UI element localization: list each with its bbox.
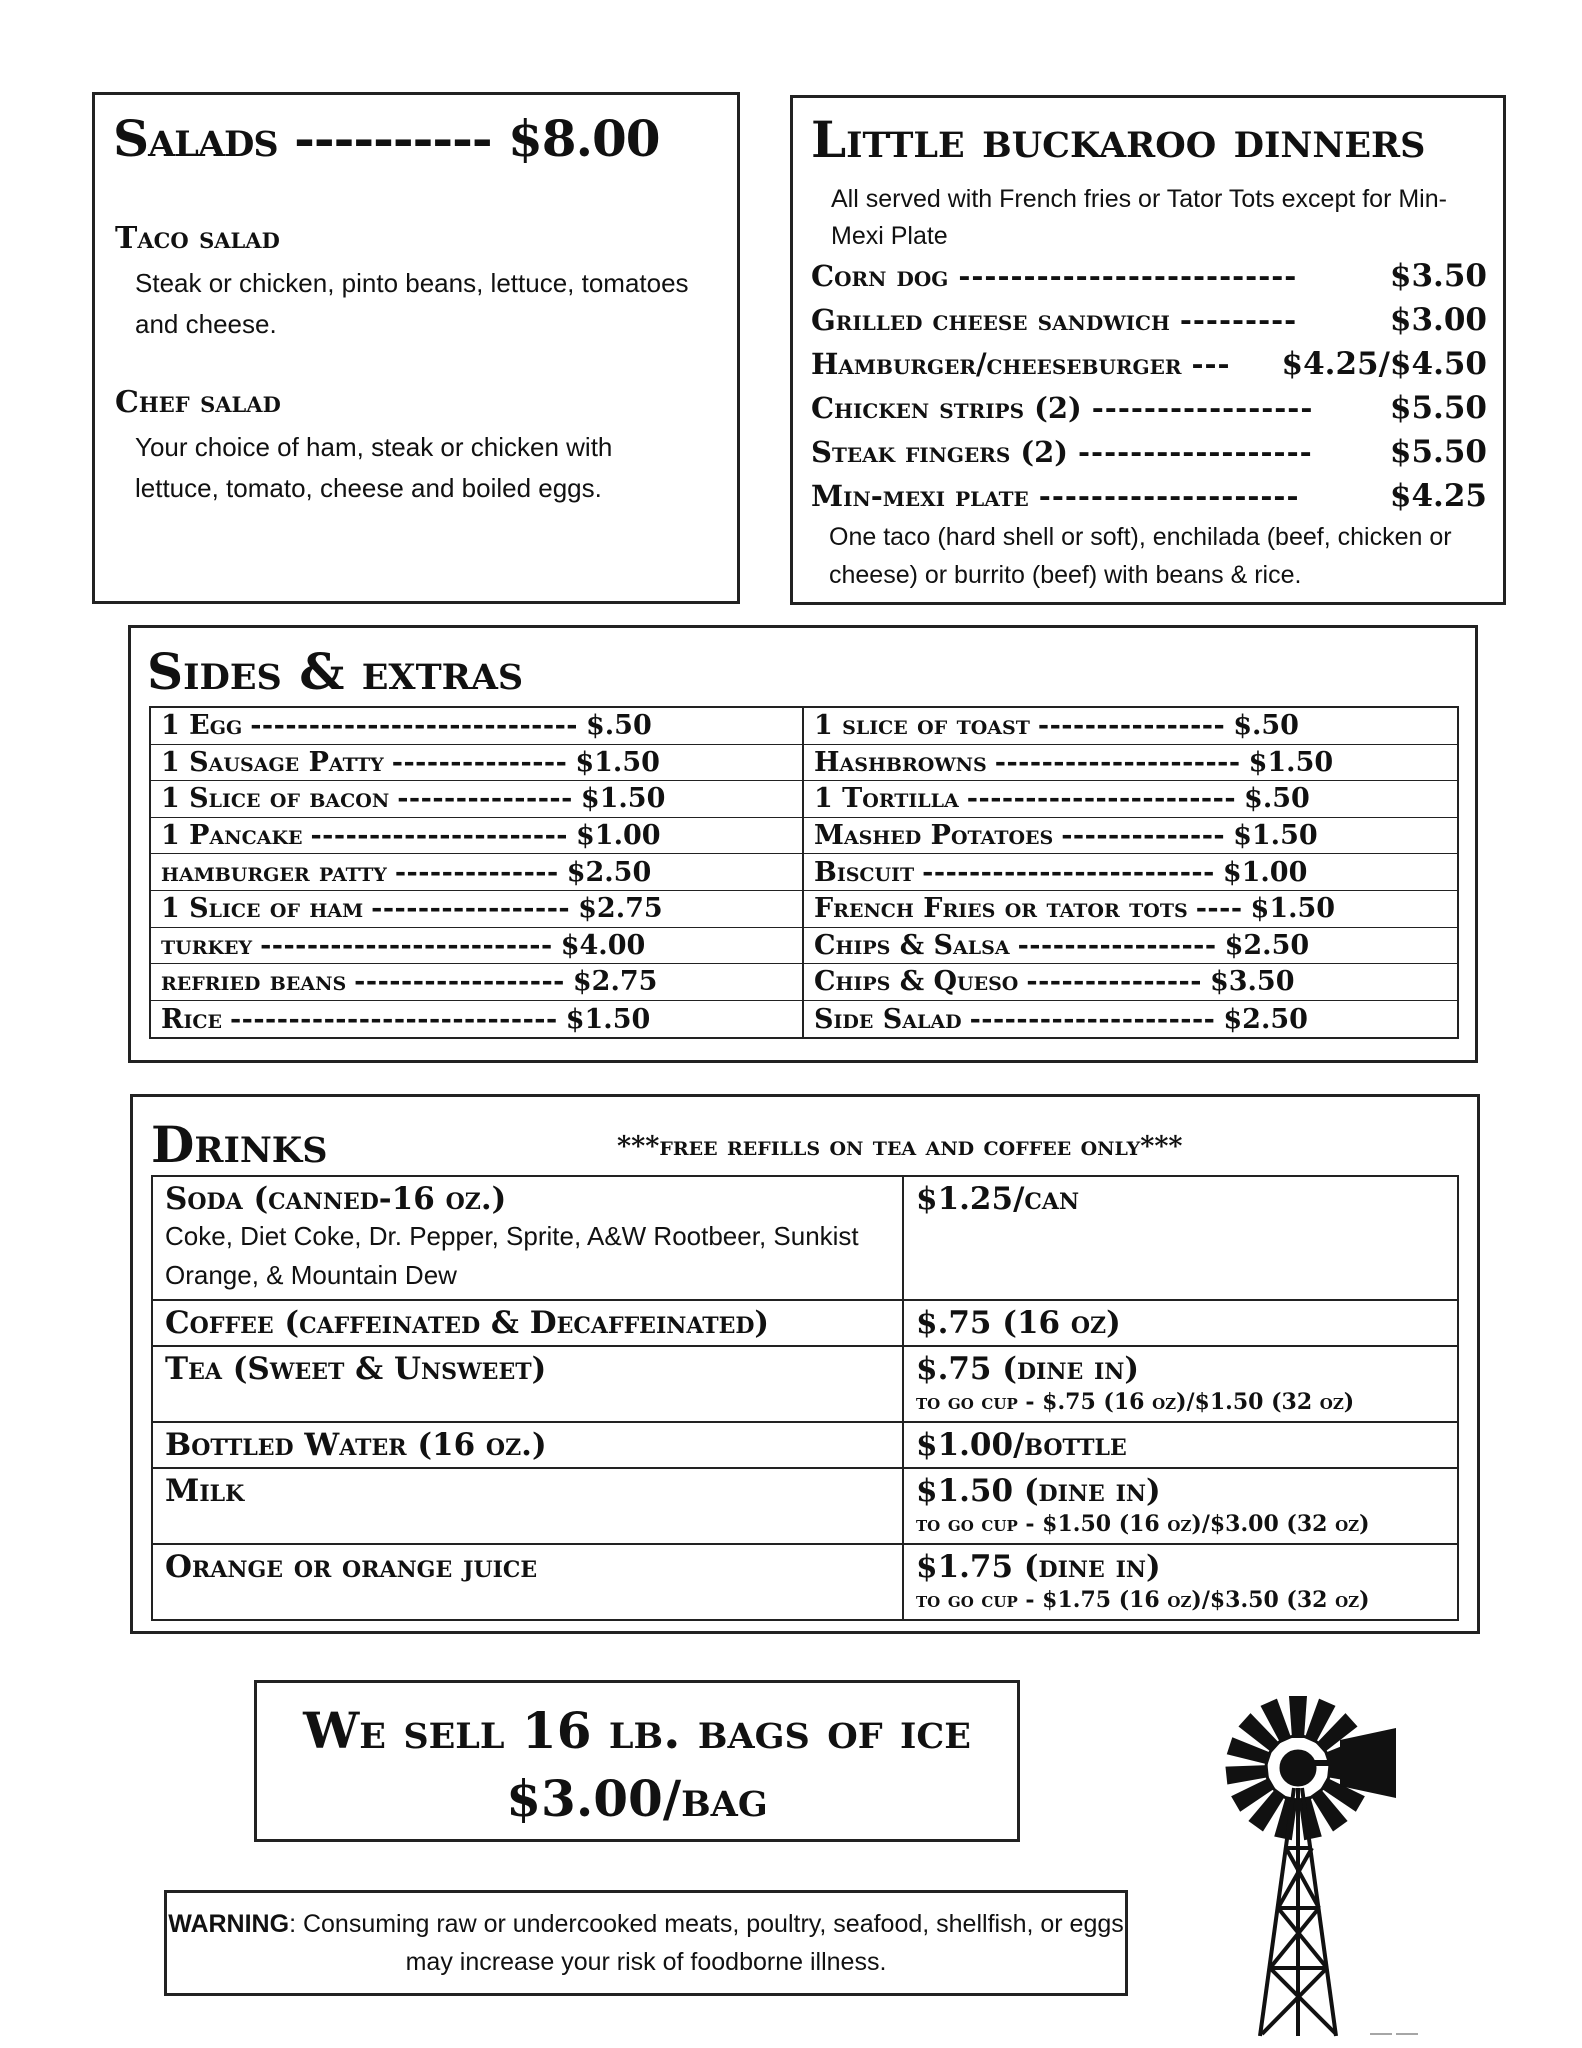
- item-price: $1.50: [575, 746, 660, 778]
- item-name: Grilled cheese sandwich: [811, 303, 1170, 337]
- item-name: Biscuit: [814, 856, 915, 888]
- dash-leader: ------------------: [354, 966, 565, 998]
- item-price: $1.00: [576, 820, 661, 852]
- ice-line-2: $3.00/bag: [506, 1769, 768, 1828]
- item-price: $4.00: [560, 929, 646, 961]
- side-item: [804, 745, 1457, 782]
- side-item: [804, 854, 1457, 891]
- item-name: turkey: [161, 929, 253, 961]
- buckaroo-title: Little buckaroo dinners: [811, 110, 1426, 169]
- dash-leader: ------------------: [1078, 435, 1313, 469]
- drink-name: Soda (canned-16 oz.): [165, 1181, 507, 1217]
- dash-leader: ---------------: [1026, 966, 1202, 998]
- warning-text: : Consuming raw or undercooked meats, poultry, seafood, shellfish, or eggs may increase your risk of foodborne illness.: [289, 1910, 1124, 1976]
- item-name: 1 Pancake: [161, 820, 303, 852]
- item-price: $.50: [1244, 783, 1310, 815]
- item-price: $2.50: [1224, 929, 1310, 961]
- drink-togo: to go cup - $.75 (16 oz)/$1.50 (32 oz): [916, 1389, 1355, 1415]
- drink-price-cell: [903, 1422, 1458, 1468]
- warning-text-block: [167, 1905, 1125, 1981]
- side-item: [151, 854, 802, 891]
- dash-leader: --------------: [394, 856, 559, 888]
- item-name: Chicken strips (2): [811, 391, 1082, 425]
- side-item: [151, 964, 802, 1001]
- warning-notice: [164, 1890, 1128, 1996]
- item-price: $.50: [586, 710, 652, 742]
- drink-name: Milk: [165, 1473, 245, 1509]
- drink-price: $.75 (dine in): [916, 1351, 1140, 1387]
- drinks-table: [151, 1175, 1459, 1621]
- dash-leader: -----------------: [1017, 929, 1217, 961]
- salads-title: Salads ---------- $8.00: [113, 109, 660, 168]
- item-price: $1.50: [1248, 746, 1334, 778]
- buckaroo-item: [811, 430, 1487, 474]
- side-item: [804, 964, 1457, 1001]
- dash-leader: ----: [1195, 893, 1243, 925]
- chef-salad-desc: Your choice of ham, steak or chicken with lettuce, tomato, cheese and boiled eggs.: [135, 432, 613, 503]
- dash-leader: ----------------------------: [250, 710, 578, 742]
- item-price: $2.75: [578, 893, 663, 925]
- taco-salad-desc: Steak or chicken, pinto beans, lettuce, tomatoes and cheese.: [135, 268, 689, 339]
- side-item: [151, 745, 802, 782]
- drink-row: [152, 1422, 1458, 1468]
- drink-row: [152, 1544, 1458, 1620]
- item-price: $1.50: [1250, 893, 1336, 925]
- drink-name: Coffee (caffeinated & Decaffeinated): [165, 1305, 770, 1341]
- item-name: hamburger patty: [161, 856, 387, 888]
- item-price: $2.50: [566, 856, 652, 888]
- dash-leader: --------------------: [1038, 479, 1300, 513]
- drink-name-cell: [152, 1300, 903, 1346]
- item-price: $3.00: [1389, 302, 1487, 338]
- item-price: $1.00: [1222, 856, 1308, 888]
- drink-name-cell: [152, 1422, 903, 1468]
- drink-row: [152, 1176, 1458, 1300]
- item-price: $4.25: [1389, 478, 1487, 514]
- sides-right-column: [804, 708, 1457, 1037]
- salads-section: [92, 92, 740, 604]
- dash-leader: ----------------: [1037, 710, 1226, 742]
- drink-name: Bottled Water (16 oz.): [165, 1427, 547, 1463]
- drink-price-cell: [903, 1468, 1458, 1544]
- item-name: Hamburger/cheeseburger: [811, 347, 1182, 381]
- side-item: [804, 891, 1457, 928]
- drink-name: Tea (Sweet & Unsweet): [165, 1351, 547, 1387]
- drinks-title: Drinks: [151, 1115, 328, 1174]
- drink-price: $1.50 (dine in): [916, 1473, 1161, 1509]
- drink-price: $1.00/bottle: [916, 1427, 1127, 1463]
- item-price: $5.50: [1389, 434, 1487, 470]
- drink-desc: Coke, Diet Coke, Dr. Pepper, Sprite, A&W Rootbeer, Sunkist Orange, & Mountain Dew: [165, 1221, 859, 1290]
- ice-notice: [254, 1680, 1020, 1842]
- dash-leader: ---: [1191, 347, 1231, 381]
- item-name: 1 Slice of ham: [161, 893, 364, 925]
- buckaroo-item: [811, 386, 1487, 430]
- drink-price-cell: [903, 1346, 1458, 1422]
- item-price: $5.50: [1389, 390, 1487, 426]
- sides-table: [149, 706, 1459, 1039]
- drink-togo: to go cup - $1.50 (16 oz)/$3.00 (32 oz): [916, 1511, 1370, 1537]
- side-item: [804, 1001, 1457, 1038]
- sides-left-column: [151, 708, 804, 1037]
- item-name: Corn dog: [811, 259, 949, 293]
- side-item: [151, 928, 802, 965]
- dash-leader: ----------------------------: [229, 1003, 558, 1035]
- item-name: 1 Egg: [161, 710, 243, 742]
- item-name: Mashed Potatoes: [814, 820, 1054, 852]
- drink-row: [152, 1300, 1458, 1346]
- dash-leader: ----------------------: [310, 820, 569, 852]
- side-item: [151, 781, 802, 818]
- item-name: Min-mexi plate: [811, 479, 1029, 513]
- buckaroo-note: One taco (hard shell or soft), enchilada (beef, chicken or cheese) or burrito (beef) with beans & rice.: [829, 523, 1452, 589]
- item-price: $.50: [1233, 710, 1299, 742]
- item-name: refried beans: [161, 966, 347, 998]
- ice-line-1: We sell 16 lb. bags of ice: [303, 1701, 971, 1760]
- item-price: $1.50: [565, 1003, 651, 1035]
- item-name: Steak fingers (2): [811, 435, 1069, 469]
- dash-leader: ---------: [1179, 303, 1298, 337]
- windmill-icon: [1220, 1668, 1420, 2038]
- side-item: [804, 928, 1457, 965]
- warning-label: WARNING: [168, 1910, 290, 1938]
- dash-leader: ---------------------: [994, 746, 1241, 778]
- dash-leader: -----------------: [371, 893, 571, 925]
- side-item: [804, 708, 1457, 745]
- drinks-section: [130, 1094, 1480, 1634]
- buckaroo-item: [811, 298, 1487, 342]
- drink-price: $.75 (16 oz): [916, 1305, 1121, 1341]
- drink-name-cell: [152, 1468, 903, 1544]
- drink-togo: to go cup - $1.75 (16 oz)/$3.50 (32 oz): [916, 1587, 1370, 1613]
- buckaroo-item: [811, 474, 1487, 518]
- side-item: [151, 1001, 802, 1038]
- dash-leader: -------------------------: [922, 856, 1215, 888]
- item-price: $1.50: [1233, 820, 1318, 852]
- item-name: Chips & Salsa: [814, 929, 1010, 961]
- dash-leader: -----------------: [1091, 391, 1314, 425]
- drink-name-cell: [152, 1544, 903, 1620]
- dash-leader: ---------------: [397, 783, 573, 815]
- item-price: $4.25/$4.50: [1281, 346, 1487, 382]
- buckaroo-subtitle: All served with French fries or Tator Tots except for Min-Mexi Plate: [831, 185, 1447, 250]
- item-name: 1 slice of toast: [814, 710, 1030, 742]
- drink-price: $1.25/can: [916, 1181, 1080, 1217]
- item-price: $3.50: [1389, 258, 1487, 294]
- chef-salad-name: Chef salad: [115, 385, 281, 420]
- item-name: Side Salad: [814, 1003, 962, 1035]
- drink-price-cell: [903, 1544, 1458, 1620]
- item-name: Rice: [161, 1003, 222, 1035]
- taco-salad-name: Taco salad: [115, 221, 280, 256]
- drink-name-cell: [152, 1176, 903, 1300]
- drink-row: [152, 1346, 1458, 1422]
- dash-leader: --------------------------: [958, 259, 1298, 293]
- item-price: $2.50: [1223, 1003, 1308, 1035]
- side-item: [151, 891, 802, 928]
- refill-note: ***free refills on tea and coffee only***: [617, 1131, 1183, 1162]
- side-item: [151, 818, 802, 855]
- sides-title: Sides & extras: [147, 642, 524, 701]
- buckaroo-item: [811, 254, 1487, 298]
- item-name: 1 Tortilla: [814, 783, 959, 815]
- item-price: $1.50: [580, 783, 666, 815]
- item-name: 1 Sausage Patty: [161, 746, 384, 778]
- drink-price-cell: [903, 1300, 1458, 1346]
- sides-section: [128, 625, 1478, 1063]
- item-name: French Fries or tator tots: [814, 893, 1188, 925]
- buckaroo-item: [811, 342, 1487, 386]
- side-item: [804, 781, 1457, 818]
- drink-name-cell: [152, 1346, 903, 1422]
- dash-leader: -------------------------: [260, 929, 553, 961]
- drink-row: [152, 1468, 1458, 1544]
- dash-leader: -----------------------: [966, 783, 1237, 815]
- side-item: [804, 818, 1457, 855]
- drink-price-cell: [903, 1176, 1458, 1300]
- item-name: Chips & Queso: [814, 966, 1019, 998]
- item-price: $2.75: [572, 966, 658, 998]
- item-name: 1 Slice of bacon: [161, 783, 390, 815]
- dash-leader: --------------: [1061, 820, 1226, 852]
- drink-name: Orange or orange juice: [165, 1549, 538, 1585]
- item-price: $3.50: [1209, 966, 1295, 998]
- drink-price: $1.75 (dine in): [916, 1549, 1161, 1585]
- dash-leader: ---------------: [391, 746, 568, 778]
- item-name: Hashbrowns: [814, 746, 987, 778]
- buckaroo-section: [790, 95, 1506, 605]
- side-item: [151, 708, 802, 745]
- dash-leader: ---------------------: [969, 1003, 1216, 1035]
